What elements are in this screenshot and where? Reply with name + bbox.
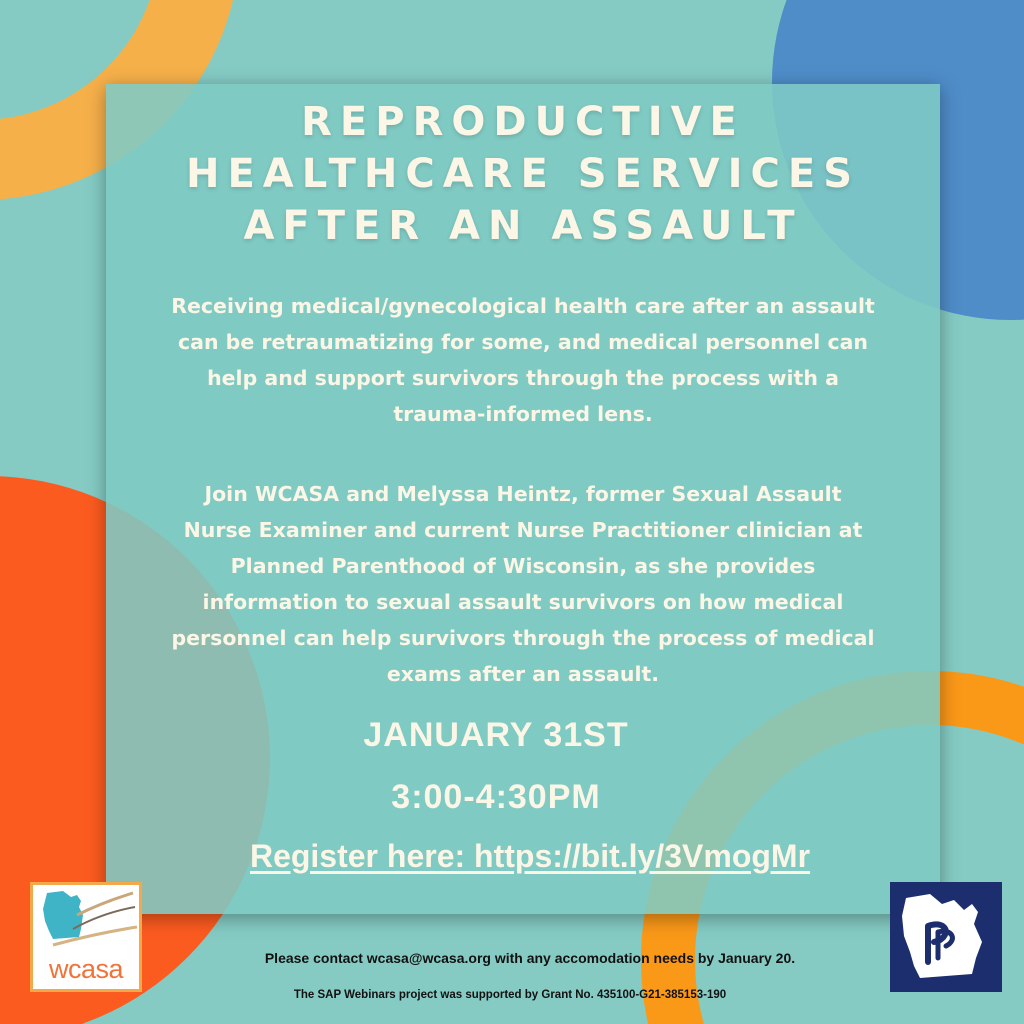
details-paragraph — [116, 476, 930, 692]
intro-line: can be retraumatizing for some, and medical personnel can — [177, 330, 869, 354]
intro-paragraph — [116, 288, 930, 432]
intro-line: Receiving medical/gynecological health care after an assault — [171, 294, 875, 318]
details-line: information to sexual assault survivors on how medical — [202, 590, 844, 614]
page-title — [106, 96, 940, 252]
title-line-3: AFTER AN ASSAULT — [243, 203, 803, 249]
details-line: exams after an assault. — [386, 662, 660, 686]
intro-line: help and support survivors through the process with a — [207, 366, 839, 390]
contact-note: Please contact wcasa@wcasa.org with any accomodation needs by January 20. — [264, 950, 796, 966]
title-line-1: REPRODUCTIVE — [301, 99, 745, 145]
grant-note: The SAP Webinars project was supported by Grant No. 435100-G21-385153-190 — [293, 989, 727, 1001]
title-line-2: HEALTHCARE SERVICES — [185, 151, 860, 197]
details-line: Nurse Examiner and current Nurse Practitioner clinician at — [183, 518, 863, 542]
details-line: Join WCASA and Melyssa Heintz, former Sexual Assault — [204, 482, 842, 506]
details-line: Planned Parenthood of Wisconsin, as she provides — [230, 554, 816, 578]
details-line: personnel can help survivors through the process of medical — [171, 626, 875, 650]
planned-parenthood-logo — [890, 882, 1002, 992]
register-link[interactable]: Register here: https://bit.ly/3VmogMr — [249, 838, 811, 874]
wcasa-logo — [30, 882, 142, 992]
wcasa-wordmark: wcasa — [48, 954, 124, 984]
intro-line: trauma-informed lens. — [393, 402, 653, 426]
event-time: 3:00-4:30PM — [391, 778, 601, 816]
planned-parenthood-wisconsin-icon — [890, 882, 1002, 992]
event-date: JANUARY 31ST — [363, 716, 629, 754]
wisconsin-map-icon — [33, 885, 139, 955]
